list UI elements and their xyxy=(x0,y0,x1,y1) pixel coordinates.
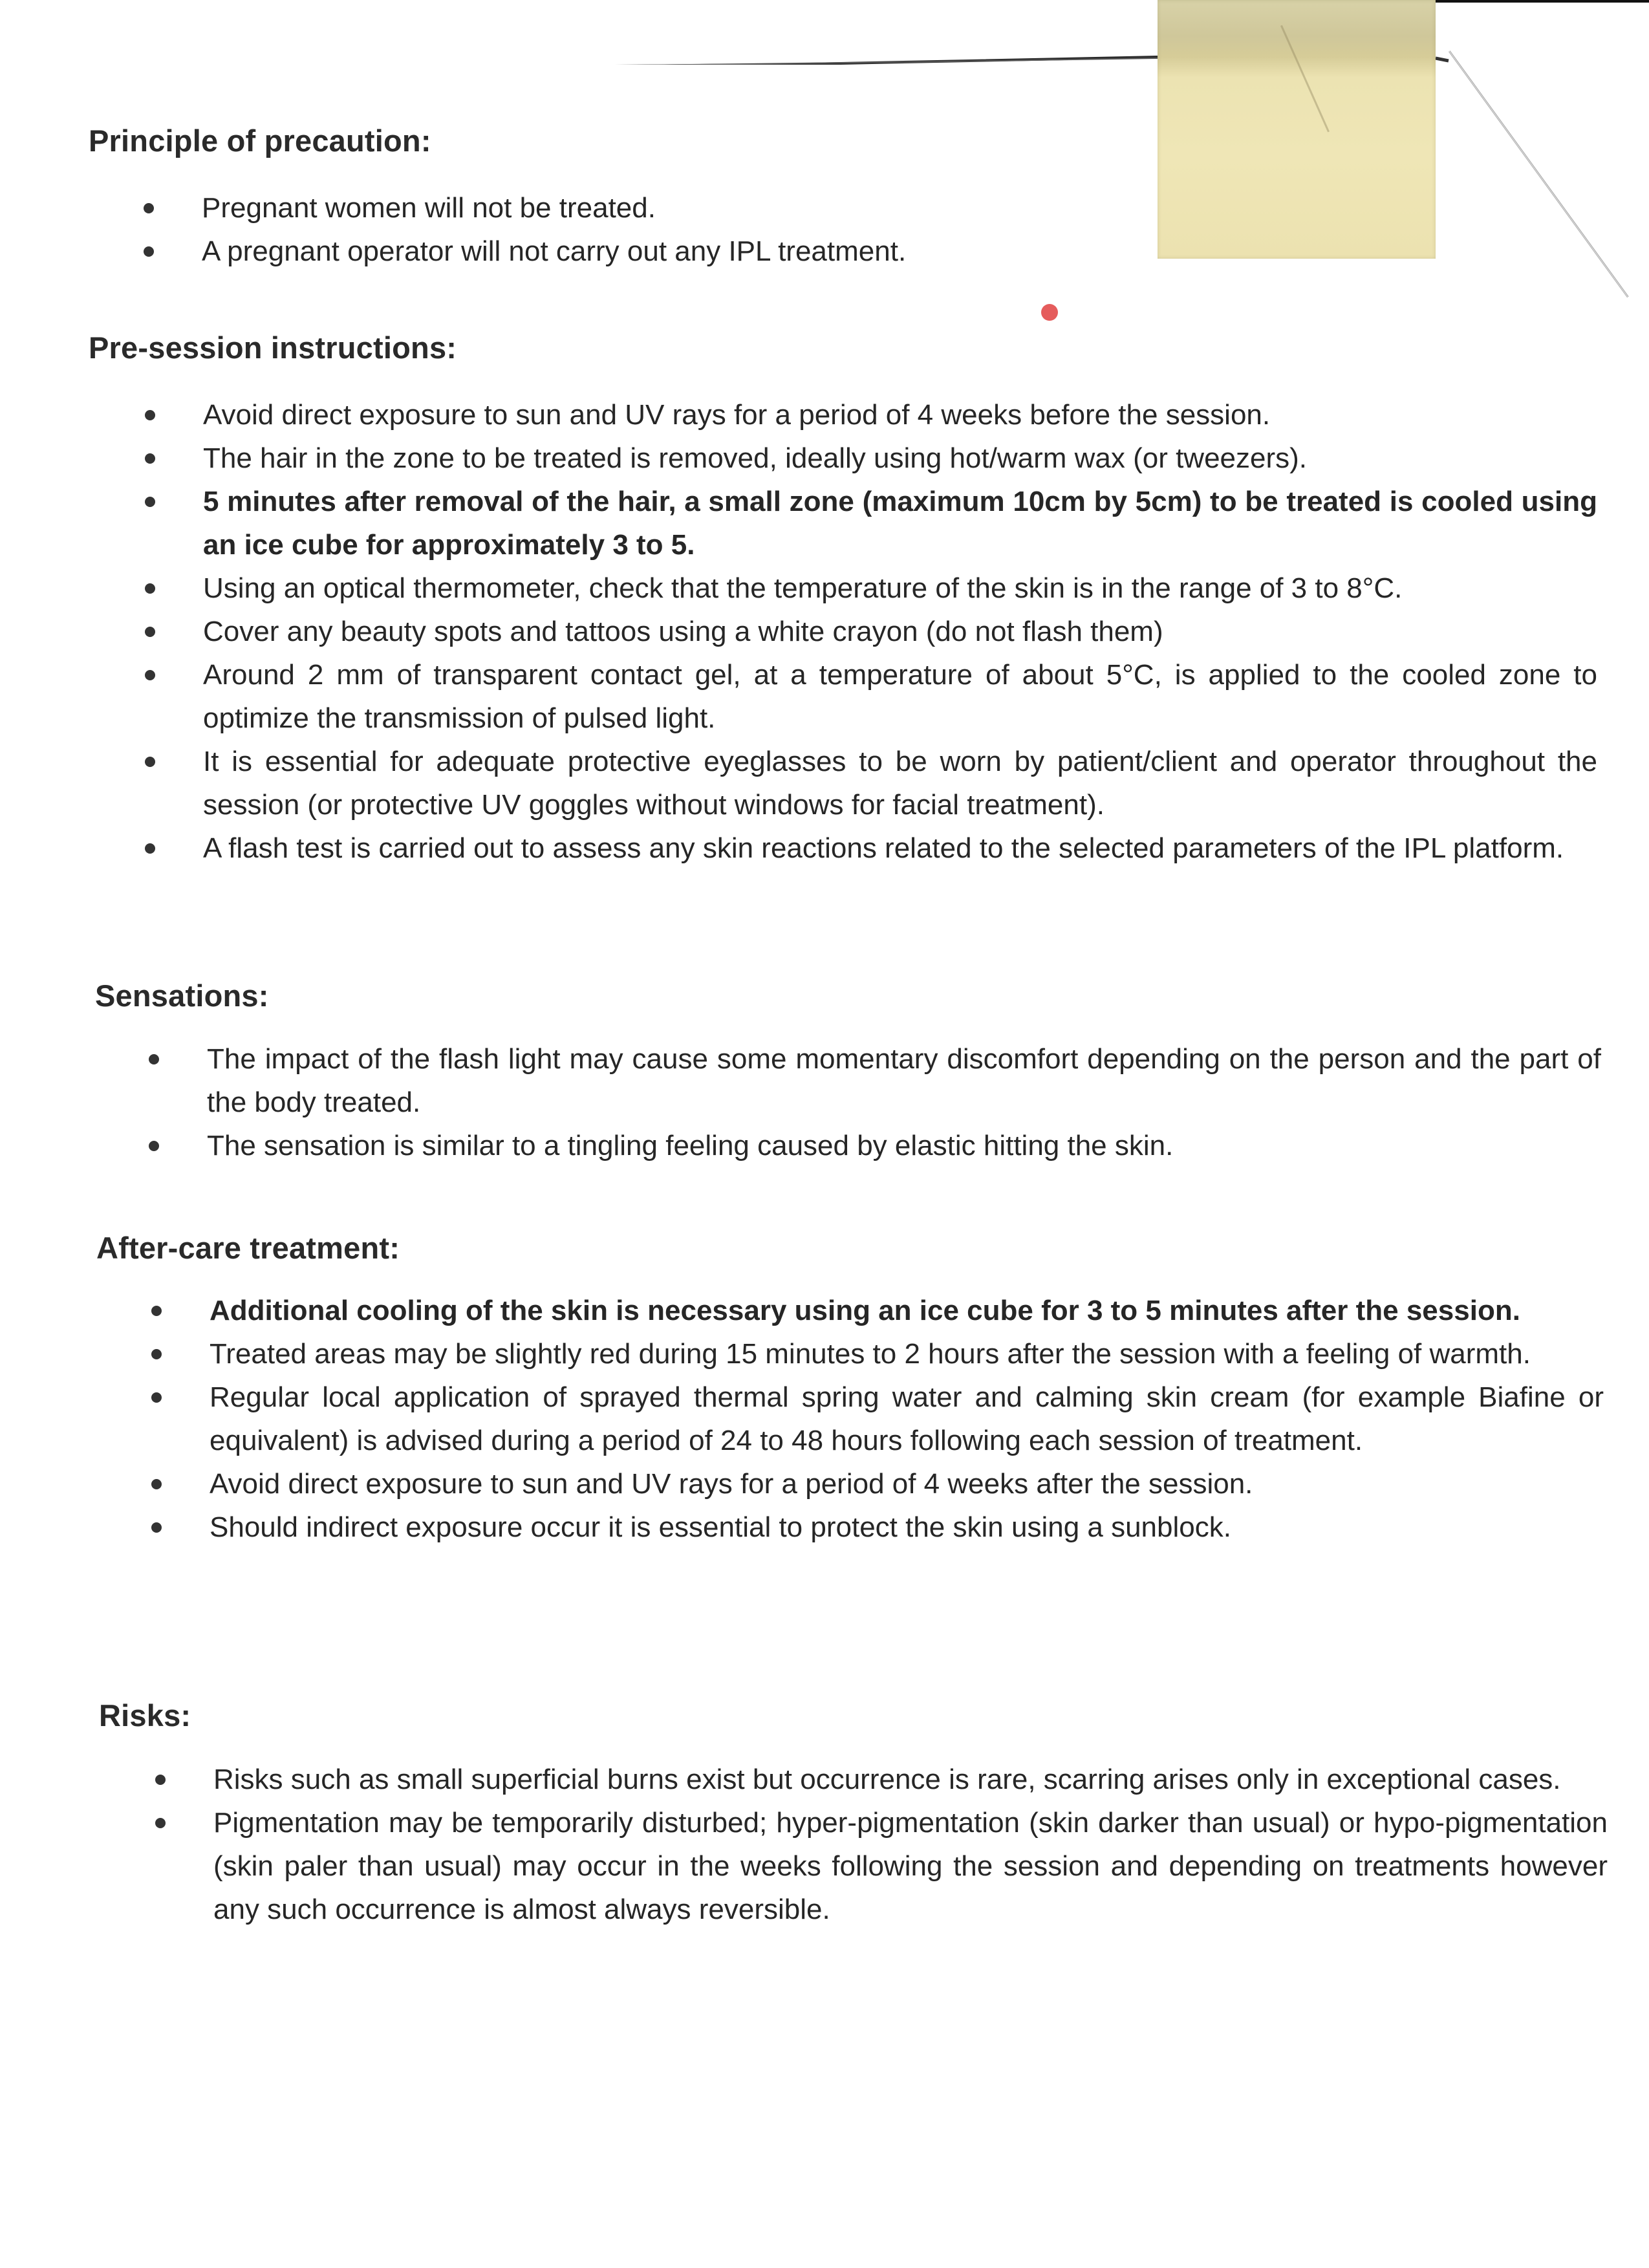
heading-risks: Risks: xyxy=(99,1698,191,1733)
list-item: Pregnant women will not be treated. xyxy=(202,186,1107,230)
list-item: A flash test is carried out to assess any skin reactions related to the selected parameters of the IPL platform. xyxy=(203,826,1597,870)
list-item: Using an optical thermometer, check that the temperature of the skin is in the range of 3 to 8°C. xyxy=(203,567,1597,610)
bullet-icon xyxy=(145,583,155,594)
list-item: Additional cooling of the skin is necessary using an ice cube for 3 to 5 minutes after the session. xyxy=(210,1289,1604,1332)
bullet-icon xyxy=(145,843,155,854)
wire-line xyxy=(1449,50,1629,297)
bullet-icon xyxy=(144,203,154,213)
bullet-icon xyxy=(151,1392,162,1403)
bullet-icon xyxy=(145,757,155,767)
list-item: 5 minutes after removal of the hair, a small zone (maximum 10cm by 5cm) to be treated is cooled using an ice cube for approximately 3 to 5. xyxy=(203,480,1597,567)
list-item: The impact of the flash light may cause some momentary discomfort depending on the person and the part of the body treated. xyxy=(207,1037,1601,1124)
list-item: Cover any beauty spots and tattoos using a white crayon (do not flash them) xyxy=(203,610,1597,653)
list-item: Avoid direct exposure to sun and UV rays for a period of 4 weeks before the session. xyxy=(203,393,1597,437)
list-item: It is essential for adequate protective eyeglasses to be worn by patient/client and operator throughout the session (or protective UV goggles without windows for facial treatment). xyxy=(203,740,1597,826)
heading-after-care-treatment: After-care treatment: xyxy=(96,1231,400,1265)
bullet-icon xyxy=(145,497,155,507)
top-right-dark-edge xyxy=(1436,0,1649,3)
list-pre-session-instructions xyxy=(203,393,1597,870)
list-principle-of-precaution xyxy=(202,186,1107,273)
bullet-icon xyxy=(145,410,155,420)
heading-principle-of-precaution: Principle of precaution: xyxy=(89,124,431,158)
bullet-icon xyxy=(151,1479,162,1489)
bullet-icon xyxy=(149,1141,159,1151)
list-item: Should indirect exposure occur it is essential to protect the skin using a sunblock. xyxy=(210,1506,1604,1549)
list-item: Around 2 mm of transparent contact gel, at a temperature of about 5°C, is applied to the cooled zone to optimize the transmission of pulsed light. xyxy=(203,653,1597,740)
bullet-icon xyxy=(145,627,155,637)
bullet-icon xyxy=(145,453,155,464)
adhesive-tape xyxy=(1158,0,1436,259)
bullet-icon xyxy=(151,1522,162,1533)
bullet-icon xyxy=(151,1306,162,1316)
bullet-icon xyxy=(155,1818,166,1828)
heading-sensations: Sensations: xyxy=(95,978,269,1013)
bullet-icon xyxy=(151,1349,162,1359)
bullet-icon xyxy=(155,1775,166,1785)
bullet-icon xyxy=(149,1054,159,1064)
list-item: Pigmentation may be temporarily disturbed; hyper-pigmentation (skin darker than usual) or hypo-pigmentation (skin paler than usual) may occur in the weeks following the session and depending on treatments however any such occurrence is almost always reversible. xyxy=(213,1801,1608,1931)
list-item: A pregnant operator will not carry out any IPL treatment. xyxy=(202,230,1107,273)
list-sensations xyxy=(207,1037,1601,1167)
list-item: The hair in the zone to be treated is removed, ideally using hot/warm wax (or tweezers). xyxy=(203,437,1597,480)
bullet-icon xyxy=(144,246,154,257)
list-risks xyxy=(213,1758,1608,1931)
list-after-care-treatment xyxy=(210,1289,1604,1549)
list-item: Risks such as small superficial burns exist but occurrence is rare, scarring arises only in exceptional cases. xyxy=(213,1758,1608,1801)
bullet-icon xyxy=(145,670,155,680)
list-item: The sensation is similar to a tingling feeling caused by elastic hitting the skin. xyxy=(207,1124,1601,1167)
list-item: Avoid direct exposure to sun and UV rays for a period of 4 weeks after the session. xyxy=(210,1462,1604,1506)
list-item: Treated areas may be slightly red during 15 minutes to 2 hours after the session with a feeling of warmth. xyxy=(210,1332,1604,1376)
list-item: Regular local application of sprayed thermal spring water and calming skin cream (for example Biafine or equivalent) is advised during a period of 24 to 48 hours following each session of treatment. xyxy=(210,1376,1604,1462)
heading-pre-session-instructions: Pre-session instructions: xyxy=(89,330,457,365)
